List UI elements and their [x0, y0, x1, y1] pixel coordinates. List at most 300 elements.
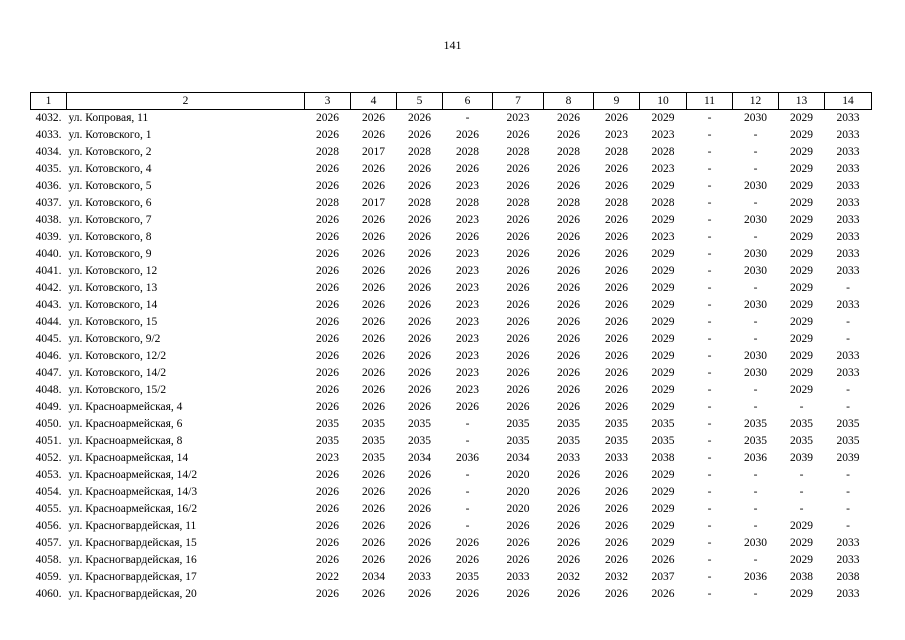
year-cell: 2029: [790, 112, 813, 124]
year-cell: 2035: [557, 435, 580, 447]
year-cell: -: [753, 384, 758, 396]
address-cell: ул. Копровая, 11: [68, 112, 149, 124]
year-cell: 2026: [362, 503, 385, 515]
year-cell: 2023: [651, 129, 675, 141]
year-cell: 2033: [836, 537, 860, 549]
year-cell: 2026: [408, 520, 431, 532]
year-cell: -: [707, 520, 712, 532]
year-cell: -: [753, 197, 758, 209]
year-cell: -: [707, 571, 712, 583]
year-cell: 2026: [408, 163, 431, 175]
year-cell: 2030: [744, 180, 767, 192]
year-cell: 2029: [651, 214, 675, 226]
year-cell: 2029: [790, 146, 813, 158]
address-cell: ул. Котовского, 9: [68, 248, 152, 260]
year-cell: 2026: [408, 367, 431, 379]
year-cell: 2026: [362, 350, 385, 362]
address-cell: ул. Красноармейская, 16/2: [68, 503, 198, 515]
column-header: 3: [305, 93, 351, 110]
year-cell: 2026: [408, 265, 431, 277]
year-cell: -: [707, 129, 712, 141]
year-cell: 2029: [790, 384, 813, 396]
table-row: [31, 263, 872, 280]
year-cell: 2026: [605, 588, 628, 600]
year-cell: 2035: [790, 418, 813, 430]
year-cell: 2026: [605, 282, 628, 294]
table-row: [31, 348, 872, 365]
row-number: 4058.: [35, 554, 62, 566]
row-number: 4038.: [35, 214, 62, 226]
table-row: [31, 433, 872, 450]
year-cell: 2026: [362, 367, 385, 379]
year-cell: 2023: [456, 180, 479, 192]
year-cell: -: [846, 282, 850, 294]
address-cell: ул. Котовского, 13: [68, 282, 158, 294]
year-cell: -: [465, 520, 470, 532]
year-cell: 2026: [408, 554, 431, 566]
year-cell: 2029: [790, 163, 813, 175]
year-cell: 2026: [408, 384, 431, 396]
year-cell: 2026: [557, 282, 580, 294]
year-cell: 2026: [408, 129, 431, 141]
year-cell: 2023: [651, 163, 675, 175]
address-cell: ул. Котовского, 6: [68, 197, 152, 209]
year-cell: 2037: [651, 571, 675, 583]
year-cell: 2026: [506, 231, 530, 243]
year-cell: 2026: [557, 299, 580, 311]
year-cell: 2023: [456, 316, 479, 328]
year-cell: 2026: [605, 401, 628, 413]
year-cell: 2020: [506, 503, 530, 515]
year-cell: -: [707, 146, 712, 158]
table-row: [31, 518, 872, 535]
year-cell: 2034: [362, 571, 385, 583]
year-cell: 2026: [316, 316, 339, 328]
table-row: [31, 586, 872, 603]
page-number: 141: [443, 38, 462, 52]
year-cell: 2026: [456, 129, 479, 141]
table-row: [31, 195, 872, 212]
year-cell: 2023: [605, 129, 628, 141]
year-cell: 2033: [836, 367, 860, 379]
year-cell: 2035: [605, 435, 628, 447]
year-cell: 2026: [316, 520, 339, 532]
year-cell: 2026: [408, 469, 431, 481]
year-cell: -: [707, 435, 712, 447]
row-number: 4056.: [35, 520, 62, 532]
year-cell: 2026: [557, 401, 580, 413]
address-cell: ул. Котовского, 9/2: [68, 333, 161, 345]
year-cell: 2028: [408, 146, 431, 158]
year-cell: 2026: [362, 333, 385, 345]
year-cell: 2036: [744, 571, 767, 583]
table-row: [31, 314, 872, 331]
year-cell: 2029: [790, 520, 813, 532]
registry-table: [30, 92, 872, 603]
year-cell: -: [846, 333, 850, 345]
year-cell: 2026: [557, 503, 580, 515]
row-number: 4047.: [35, 367, 62, 379]
year-cell: 2026: [506, 520, 530, 532]
year-cell: 2029: [651, 503, 675, 515]
year-cell: 2028: [506, 197, 530, 209]
year-cell: 2033: [836, 588, 860, 600]
year-cell: 2029: [790, 299, 813, 311]
year-cell: 2029: [651, 350, 675, 362]
year-cell: -: [707, 384, 712, 396]
year-cell: 2026: [605, 112, 628, 124]
year-cell: 2026: [408, 333, 431, 345]
year-cell: 2029: [651, 282, 675, 294]
year-cell: -: [753, 316, 758, 328]
column-header: 1: [31, 93, 67, 110]
year-cell: -: [707, 469, 712, 481]
year-cell: 2026: [557, 112, 580, 124]
table-row: [31, 229, 872, 246]
year-cell: 2026: [557, 367, 580, 379]
year-cell: -: [707, 163, 712, 175]
table-row: [31, 178, 872, 195]
year-cell: -: [707, 401, 712, 413]
year-cell: 2032: [605, 571, 628, 583]
year-cell: -: [799, 503, 804, 515]
year-cell: 2030: [744, 537, 767, 549]
year-cell: 2026: [362, 588, 385, 600]
year-cell: 2029: [790, 367, 813, 379]
year-cell: 2026: [362, 180, 385, 192]
year-cell: -: [707, 588, 712, 600]
year-cell: 2023: [456, 265, 479, 277]
table-row: [31, 467, 872, 484]
year-cell: 2030: [744, 350, 767, 362]
column-header: 9: [594, 93, 640, 110]
year-cell: -: [753, 469, 758, 481]
year-cell: -: [707, 367, 712, 379]
year-cell: 2033: [506, 571, 530, 583]
year-cell: 2026: [316, 180, 339, 192]
row-number: 4048.: [35, 384, 62, 396]
year-cell: 2033: [836, 112, 860, 124]
year-cell: -: [799, 401, 804, 413]
year-cell: 2017: [362, 197, 385, 209]
year-cell: -: [753, 333, 758, 345]
year-cell: 2026: [605, 333, 628, 345]
column-header: 10: [640, 93, 687, 110]
year-cell: 2026: [408, 401, 431, 413]
year-cell: 2026: [506, 265, 530, 277]
address-cell: ул. Котовского, 12/2: [68, 350, 167, 362]
year-cell: -: [707, 418, 712, 430]
year-cell: 2033: [836, 129, 860, 141]
year-cell: 2028: [506, 146, 530, 158]
year-cell: 2035: [456, 571, 479, 583]
year-cell: -: [846, 384, 850, 396]
year-cell: 2026: [557, 469, 580, 481]
year-cell: 2033: [836, 163, 860, 175]
year-cell: 2034: [506, 452, 530, 464]
year-cell: 2026: [605, 554, 628, 566]
year-cell: 2026: [362, 248, 385, 260]
year-cell: 2035: [836, 418, 860, 430]
year-cell: 2026: [316, 214, 339, 226]
year-cell: 2026: [605, 180, 628, 192]
year-cell: -: [707, 554, 712, 566]
year-cell: 2026: [557, 316, 580, 328]
year-cell: -: [707, 214, 712, 226]
year-cell: -: [799, 469, 804, 481]
year-cell: 2033: [836, 248, 860, 260]
year-cell: 2026: [605, 503, 628, 515]
year-cell: 2029: [651, 401, 675, 413]
year-cell: 2033: [836, 554, 860, 566]
year-cell: 2029: [651, 333, 675, 345]
year-cell: 2023: [456, 299, 479, 311]
year-cell: 2029: [790, 588, 813, 600]
year-cell: -: [753, 486, 758, 498]
year-cell: 2035: [744, 418, 767, 430]
year-cell: 2029: [790, 265, 813, 277]
year-cell: -: [846, 520, 850, 532]
year-cell: 2026: [408, 112, 431, 124]
table-row: [31, 365, 872, 382]
year-cell: 2035: [506, 418, 530, 430]
row-number: 4060.: [35, 588, 62, 600]
year-cell: 2026: [557, 265, 580, 277]
year-cell: 2029: [651, 384, 675, 396]
year-cell: 2029: [651, 520, 675, 532]
year-cell: -: [753, 588, 758, 600]
table-row: [31, 280, 872, 297]
row-number: 4050.: [35, 418, 62, 430]
year-cell: 2026: [316, 163, 339, 175]
year-cell: -: [753, 231, 758, 243]
year-cell: 2029: [790, 248, 813, 260]
year-cell: 2029: [651, 248, 675, 260]
year-cell: 2026: [362, 129, 385, 141]
year-cell: -: [846, 503, 850, 515]
year-cell: 2035: [506, 435, 530, 447]
year-cell: 2029: [651, 299, 675, 311]
year-cell: 2026: [506, 163, 530, 175]
year-cell: -: [707, 503, 712, 515]
year-cell: 2026: [362, 265, 385, 277]
year-cell: 2033: [605, 452, 628, 464]
year-cell: -: [846, 469, 850, 481]
year-cell: -: [465, 503, 470, 515]
row-number: 4036.: [35, 180, 62, 192]
table-row: [31, 161, 872, 178]
year-cell: 2026: [557, 333, 580, 345]
year-cell: 2026: [605, 384, 628, 396]
year-cell: 2026: [506, 350, 530, 362]
year-cell: 2026: [316, 265, 339, 277]
address-cell: ул. Красноармейская, 4: [68, 401, 183, 413]
column-header: 2: [67, 93, 305, 110]
year-cell: 2026: [456, 537, 479, 549]
year-cell: 2026: [316, 486, 339, 498]
year-cell: 2023: [651, 231, 675, 243]
year-cell: 2026: [316, 112, 339, 124]
table-row: [31, 399, 872, 416]
year-cell: 2026: [362, 316, 385, 328]
year-cell: -: [753, 129, 758, 141]
year-cell: 2026: [316, 401, 339, 413]
year-cell: 2026: [362, 163, 385, 175]
year-cell: 2026: [651, 554, 675, 566]
year-cell: -: [707, 316, 712, 328]
column-header: 11: [687, 93, 733, 110]
year-cell: 2026: [408, 180, 431, 192]
address-cell: ул. Котовского, 15: [68, 316, 158, 328]
year-cell: 2035: [836, 435, 860, 447]
year-cell: 2026: [557, 486, 580, 498]
year-cell: -: [846, 486, 850, 498]
year-cell: 2026: [362, 401, 385, 413]
year-cell: -: [465, 486, 470, 498]
year-cell: 2026: [605, 486, 628, 498]
year-cell: 2039: [790, 452, 813, 464]
year-cell: 2026: [506, 316, 530, 328]
address-cell: ул. Красногвардейская, 11: [68, 520, 197, 532]
year-cell: 2026: [362, 384, 385, 396]
year-cell: 2038: [836, 571, 860, 583]
year-cell: -: [707, 537, 712, 549]
year-cell: 2029: [651, 265, 675, 277]
year-cell: -: [799, 486, 804, 498]
row-number: 4034.: [35, 146, 62, 158]
year-cell: 2026: [557, 588, 580, 600]
year-cell: 2029: [651, 486, 675, 498]
row-number: 4054.: [35, 486, 62, 498]
year-cell: -: [707, 282, 712, 294]
year-cell: 2026: [506, 299, 530, 311]
year-cell: 2028: [605, 197, 628, 209]
year-cell: 2033: [836, 299, 860, 311]
year-cell: -: [465, 418, 470, 430]
year-cell: 2026: [362, 520, 385, 532]
year-cell: 2026: [506, 248, 530, 260]
year-cell: 2035: [362, 452, 385, 464]
table-body: [31, 110, 872, 604]
address-cell: ул. Красноармейская, 14: [68, 452, 189, 464]
year-cell: 2029: [790, 316, 813, 328]
year-cell: 2026: [408, 214, 431, 226]
year-cell: 2023: [316, 452, 339, 464]
year-cell: -: [707, 112, 712, 124]
row-number: 4041.: [35, 265, 62, 277]
year-cell: 2026: [557, 180, 580, 192]
column-header: 8: [544, 93, 594, 110]
year-cell: 2026: [605, 350, 628, 362]
year-cell: 2026: [408, 503, 431, 515]
row-number: 4043.: [35, 299, 62, 311]
year-cell: -: [707, 231, 712, 243]
year-cell: 2026: [506, 180, 530, 192]
year-cell: 2029: [790, 129, 813, 141]
year-cell: 2026: [316, 231, 339, 243]
row-number: 4046.: [35, 350, 62, 362]
year-cell: 2026: [605, 537, 628, 549]
year-cell: 2026: [605, 214, 628, 226]
year-cell: 2029: [651, 112, 675, 124]
year-cell: 2026: [316, 333, 339, 345]
year-cell: 2023: [456, 367, 479, 379]
year-cell: -: [753, 146, 758, 158]
year-cell: 2028: [605, 146, 628, 158]
year-cell: -: [707, 248, 712, 260]
year-cell: 2026: [605, 520, 628, 532]
year-cell: 2026: [506, 214, 530, 226]
year-cell: 2035: [744, 435, 767, 447]
year-cell: -: [707, 265, 712, 277]
year-cell: -: [846, 401, 850, 413]
year-cell: 2033: [408, 571, 431, 583]
year-cell: 2026: [506, 384, 530, 396]
year-cell: 2029: [790, 350, 813, 362]
year-cell: 2026: [456, 554, 479, 566]
year-cell: 2026: [316, 350, 339, 362]
address-cell: ул. Котовского, 14: [68, 299, 158, 311]
year-cell: 2026: [605, 469, 628, 481]
year-cell: 2026: [408, 282, 431, 294]
year-cell: 2035: [651, 435, 675, 447]
table-row: [31, 127, 872, 144]
year-cell: 2039: [836, 452, 860, 464]
table-row: [31, 569, 872, 586]
year-cell: 2022: [316, 571, 339, 583]
year-cell: 2035: [362, 418, 385, 430]
year-cell: 2026: [557, 231, 580, 243]
address-cell: ул. Красноармейская, 6: [68, 418, 183, 430]
column-header: 7: [493, 93, 544, 110]
year-cell: 2029: [790, 214, 813, 226]
address-cell: ул. Красногвардейская, 17: [68, 571, 197, 583]
year-cell: 2026: [456, 588, 479, 600]
row-number: 4045.: [35, 333, 62, 345]
table-row: [31, 535, 872, 552]
year-cell: 2026: [605, 265, 628, 277]
year-cell: 2033: [836, 197, 860, 209]
address-cell: ул. Котовского, 8: [68, 231, 152, 243]
year-cell: 2026: [362, 554, 385, 566]
year-cell: 2033: [836, 214, 860, 226]
year-cell: -: [753, 163, 758, 175]
year-cell: 2026: [316, 469, 339, 481]
row-number: 4051.: [35, 435, 62, 447]
year-cell: 2026: [605, 367, 628, 379]
year-cell: 2028: [651, 146, 675, 158]
year-cell: 2026: [316, 503, 339, 515]
year-cell: 2026: [408, 316, 431, 328]
year-cell: 2026: [557, 129, 580, 141]
year-cell: 2028: [408, 197, 431, 209]
year-cell: 2029: [651, 180, 675, 192]
year-cell: 2026: [506, 554, 530, 566]
year-cell: 2026: [506, 333, 530, 345]
address-cell: ул. Красногвардейская, 15: [68, 537, 197, 549]
table-row: [31, 450, 872, 467]
year-cell: 2026: [506, 588, 530, 600]
year-cell: 2030: [744, 112, 767, 124]
year-cell: 2026: [456, 231, 479, 243]
column-header: 5: [397, 93, 443, 110]
year-cell: 2029: [651, 537, 675, 549]
year-cell: 2020: [506, 486, 530, 498]
year-cell: 2026: [362, 469, 385, 481]
row-number: 4040.: [35, 248, 62, 260]
year-cell: 2026: [316, 588, 339, 600]
address-cell: ул. Котовского, 5: [68, 180, 152, 192]
